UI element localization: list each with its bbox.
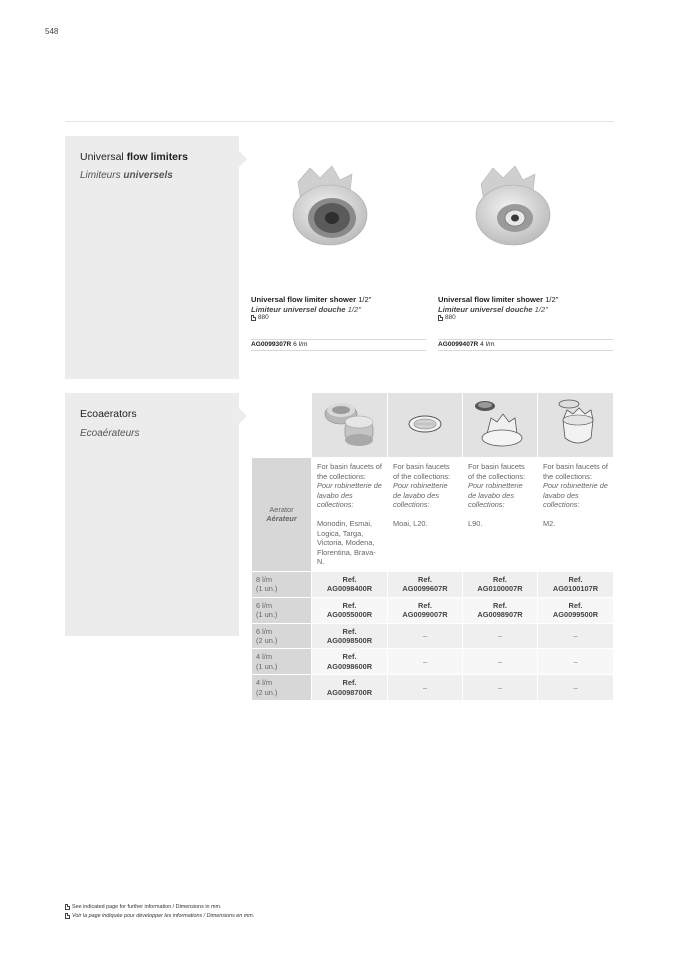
- header-label-en: Aerator: [269, 504, 294, 514]
- product-subtitle: Limiteur universel douche 1/2": [438, 304, 548, 314]
- product-title: Universal flow limiter shower 1/2": [438, 295, 559, 304]
- empty-ref-cell: –: [463, 675, 538, 701]
- page-icon: [438, 315, 443, 321]
- flow-limiter-image-2: [455, 160, 565, 255]
- empty-ref-cell: –: [388, 649, 463, 675]
- footer-note-fr: Voir la page indiquée pour développer les informations / Dimensions en mm.: [65, 913, 254, 919]
- collection-description: For basin faucets of the collections: Pour robinetterie de lavabo des collections: L90.: [463, 458, 538, 572]
- page-icon: [65, 904, 70, 910]
- section-arrow: [239, 151, 247, 167]
- ref-divider: [438, 339, 613, 340]
- empty-ref-cell: –: [463, 649, 538, 675]
- aerator-image-4: [538, 393, 614, 458]
- header-label-fr: Aérateur: [266, 514, 297, 524]
- page-icon: [251, 315, 256, 321]
- ref-cell: Ref. AG0098700R: [312, 675, 388, 701]
- table-row: [252, 571, 614, 597]
- page-number: 548: [45, 27, 59, 36]
- aerator-header-label: [252, 458, 312, 572]
- ref-cell: Ref. AG0099007R: [388, 597, 463, 623]
- ref-cell: Ref. AG0099607R: [388, 571, 463, 597]
- product-flow: 6 l/m: [293, 341, 308, 348]
- aerator-image-1: [312, 393, 388, 458]
- collection-list: L90.: [468, 518, 483, 528]
- flow-cell: 4 l/m (2 un.): [252, 675, 312, 701]
- table-row: [252, 623, 614, 649]
- flow-cell: 6 l/m (1 un.): [252, 597, 312, 623]
- section-title: Universal flow limiters: [80, 151, 188, 163]
- table-row: [252, 649, 614, 675]
- flow-limiter-image-1: [270, 160, 380, 255]
- product-code: AG0099407R: [438, 341, 479, 348]
- ref-divider: [438, 350, 613, 351]
- collection-description: For basin faucets of the collections: Pour robinetterie de lavabo des collections: Moai, L20.: [388, 458, 463, 572]
- empty-ref-cell: –: [538, 623, 614, 649]
- ref-cell: Ref. AG0098400R: [312, 571, 388, 597]
- aerator-image-3: [463, 393, 538, 458]
- flow-cell: 6 l/m (2 un.): [252, 623, 312, 649]
- ref-cell: Ref. AG0100107R: [538, 571, 614, 597]
- collection-description: For basin faucets of the collections: Pour robinetterie de lavabo des collections: Monodin, Esmai, Logica, Targa, Victoria, Modena, Florentina, Brava-N.: [312, 458, 388, 572]
- empty-ref-cell: –: [463, 623, 538, 649]
- empty-ref-cell: –: [538, 675, 614, 701]
- section-subtitle: Ecoaérateurs: [80, 428, 140, 439]
- page-reference: 880: [438, 314, 613, 321]
- empty-corner: [252, 393, 312, 458]
- empty-ref-cell: –: [538, 649, 614, 675]
- product-title: Universal flow limiter shower 1/2": [251, 295, 372, 304]
- product-card-2: [438, 295, 613, 321]
- ref-cell: Ref. AG0098907R: [463, 597, 538, 623]
- page-reference: 880: [251, 314, 426, 321]
- product-card-1: [251, 295, 426, 321]
- section-arrow: [239, 408, 247, 424]
- footer-note-en: See indicated page for further information / Dimensions in mm.: [65, 904, 222, 910]
- ref-cell: Ref. AG0055000R: [312, 597, 388, 623]
- top-divider: [65, 121, 614, 122]
- collection-list: Moai, L20.: [393, 518, 428, 528]
- ref-cell: Ref. AG0100007R: [463, 571, 538, 597]
- section-subtitle: Limiteurs universels: [80, 170, 173, 181]
- aerator-image-2: [388, 393, 463, 458]
- table-row: [252, 675, 614, 701]
- collection-list: M2.: [543, 518, 556, 528]
- product-code: AG0099307R: [251, 341, 292, 348]
- ref-divider: [251, 350, 426, 351]
- product-code-line: [251, 341, 307, 348]
- page-icon: [65, 913, 70, 919]
- product-code-line: [438, 341, 494, 348]
- collection-description: For basin faucets of the collections: Pour robinetterie de lavabo des collections: M2.: [538, 458, 614, 572]
- table-row: [252, 597, 614, 623]
- product-flow: 4 l/m: [480, 341, 495, 348]
- aerator-table: [251, 392, 614, 701]
- flow-cell: 4 l/m (1 un.): [252, 649, 312, 675]
- empty-ref-cell: –: [388, 623, 463, 649]
- ref-cell: Ref. AG0098500R: [312, 623, 388, 649]
- ref-cell: Ref. AG0099500R: [538, 597, 614, 623]
- collection-list: Monodin, Esmai, Logica, Targa, Victoria, Modena, Florentina, Brava-N.: [317, 518, 376, 567]
- product-subtitle: Limiteur universel douche 1/2": [251, 304, 361, 314]
- empty-ref-cell: –: [388, 675, 463, 701]
- section-title: Ecoaerators: [80, 408, 137, 420]
- flow-cell: 8 l/m (1 un.): [252, 571, 312, 597]
- ref-cell: Ref. AG0098600R: [312, 649, 388, 675]
- ref-divider: [251, 339, 426, 340]
